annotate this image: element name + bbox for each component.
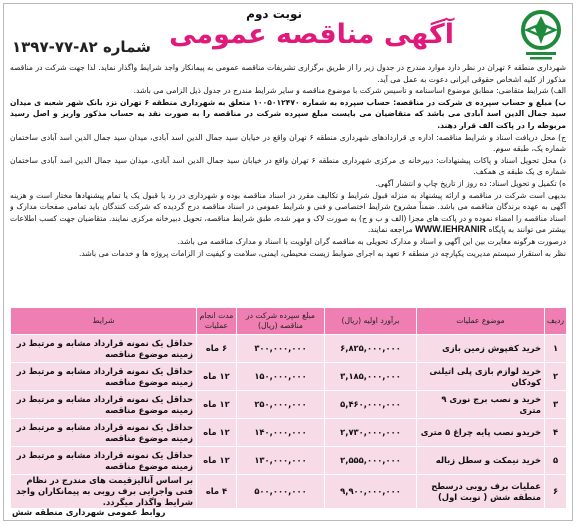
- table-row: [11, 363, 567, 391]
- row-subject: عملیات برف روبی درسطح منطقه شش ( نوبت اول): [417, 475, 545, 509]
- table-row: [11, 391, 567, 419]
- row-index: ۶: [545, 475, 567, 509]
- row-index: ۵: [545, 447, 567, 475]
- row-index: ۲: [545, 363, 567, 391]
- clause-e: ه) تکمیل و تحویل اسناد: ده روز از تاریخ چاپ و انتشار آگهی.: [375, 178, 566, 188]
- clause-a: الف) شرایط متقاضی: مطابق موضوع اساسنامه و تاسیس شرکت با موضوع مناقصه و سایر شرایط مندرج در جدول ذیل الزامی می باشد.: [133, 86, 566, 96]
- row-subject: خرید کفپوش زمین بازی: [417, 335, 545, 363]
- row-duration: ۱۲ ماه: [197, 447, 237, 475]
- row-deposit: ۳۰۰,۰۰۰,۰۰۰: [237, 335, 325, 363]
- notice-header: [4, 4, 572, 62]
- col-header-duration: مدت انجام عملیات: [197, 308, 237, 335]
- clause-b: ب) مبلغ و حساب سپرده ی شرکت در مناقصه: حساب سپرده به شماره ۱۰۰۵۰۱۲۴۷۰ متعلق به شهرداری منطقه ۶ تهران نزد بانک شهر شعبه ی میدان سید جمال الدین اسد آبادی می باشد که متقاضیان می بایست مبلغ سپرده شرکت در مناقصه را به صورت نقد به حساب مذکور واریز و اصل رسید مربوطه را در پاکت الف قرار دهند.: [10, 97, 566, 130]
- row-estimate: ۵,۴۶۰,۰۰۰,۰۰۰: [325, 391, 417, 419]
- row-duration: ۱۲ ماه: [197, 419, 237, 447]
- row-deposit: ۱۳۰,۰۰۰,۰۰۰: [237, 447, 325, 475]
- table-row: [11, 447, 567, 475]
- row-deposit: ۱۴۰,۰۰۰,۰۰۰: [237, 419, 325, 447]
- table-row: [11, 335, 567, 363]
- notice-number: شماره ۸۲-۷۷-۱۳۹۷: [12, 38, 151, 56]
- row-index: ۴: [545, 419, 567, 447]
- website-link[interactable]: WWW.IEHRANIR: [415, 224, 487, 235]
- row-subject: خرید نیمکت و سطل زباله: [417, 447, 545, 475]
- col-header-subject: موضوع عملیات: [417, 308, 545, 335]
- table-header-row: [11, 308, 567, 335]
- table-row: [11, 475, 567, 509]
- row-estimate: ۳,۱۸۵,۰۰۰,۰۰۰: [325, 363, 417, 391]
- row-index: ۳: [545, 391, 567, 419]
- tehran-municipality-logo-icon: [516, 8, 566, 62]
- row-condition: حداقل یک نمونه قرارداد مشابه و مرتبط در زمینه موضوع مناقصه: [11, 447, 197, 475]
- row-deposit: ۱۵۰,۰۰۰,۰۰۰: [237, 363, 325, 391]
- row-condition: حداقل یک نمونه قرارداد مشابه و مرتبط در زمینه موضوع مناقصه: [11, 363, 197, 391]
- row-condition: حداقل یک نمونه قرارداد مشابه و مرتبط در زمینه موضوع مناقصه: [11, 391, 197, 419]
- row-condition: بر اساس آنالیزقیمت های مندرج در نظام فنی واجرایی برف روبی به پیمانکاران واجد شرایط واگذار میگردد.: [11, 475, 197, 509]
- note-ims: نظر به استقرار سیستم مدیریت یکپارچه در منطقه ۶ تعهد به اجرای ضوابط زیست محیطی، ایمنی، سلامت و کیفیت از الزامات پروژه ها و خدمات می باشد.: [78, 248, 566, 258]
- conditions-text: بدیهی است شرکت در مناقصه و ارائه پیشنهاد به منزله قبول شرایط و تکالیف مقرر در اسناد مناقصه بوده و شهرداری در رد یا قبول یک یا تمام پیشنهادها مختار است و هزینه آگهی به عهده برندگان مناقصه می باشد. ضمناً مشروح شرایط اختصاصی و فنی و شرایط عمومی در اسناد مناقصه درج گردیده که شرکت کنندگان باید تمامی صفحات مدارک و اسناد مناقصه را امضاء نموده و در پاکت های مجزا (الف و ب و ج) به صورت لاک و مهر شده، طبق شرایط مناقصه، تحویل دبیرخانه مرکزی نمایند. متقاضیان جهت کسب اطلاعات بیشتر می توانند به پایگاه: [10, 190, 566, 235]
- row-condition: حداقل یک نمونه قرارداد مشابه و مرتبط در زمینه موضوع مناقصه: [11, 335, 197, 363]
- row-estimate: ۲,۵۵۵,۰۰۰,۰۰۰: [325, 447, 417, 475]
- intro-paragraph: شهرداری منطقه ۶ تهران در نظر دارد موارد مندرج در جدول زیر را از طریق برگزاری تشریفات مناقصه عمومی به پیمانکار واجد شرایط واگذار نماید. لذا جهت شرکت در مناقصه مذکور از کلیه اشخاص حقوقی ایرانی دعوت به عمل می آید.: [10, 63, 566, 84]
- col-header-estimate: برآورد اولیه (ریال): [325, 308, 417, 335]
- row-condition: حداقل یک نمونه قرارداد مشابه و مرتبط در زمینه موضوع مناقصه: [11, 419, 197, 447]
- tender-items-table: [10, 307, 567, 509]
- row-index: ۱: [545, 335, 567, 363]
- col-header-conditions: شرایط: [11, 308, 197, 335]
- row-estimate: ۹,۹۰۰,۰۰۰,۰۰۰: [325, 475, 417, 509]
- conditions-paragraph: [10, 190, 566, 236]
- round-label: نوبت دوم: [246, 7, 302, 21]
- table-row: [11, 419, 567, 447]
- row-subject: خریدو نصب پایه چراغ ۵ متری: [417, 419, 545, 447]
- clause-c: ج) محل دریافت اسناد و شرایط مناقصه: اداره ی قراردادهای شهرداری منطقه ۶ تهران واقع در خیابان سید جمال الدین اسد آبادی، میدان سید جمال الدین اسد آبادی ساختمان شماره یک، طبقه سوم.: [10, 132, 566, 154]
- row-deposit: ۲۵۰,۰۰۰,۰۰۰: [237, 391, 325, 419]
- row-subject: خرید لوازم بازی پلی اتیلنی کودکان: [417, 363, 545, 391]
- row-duration: ۱۲ ماه: [197, 391, 237, 419]
- tender-notice: [3, 3, 573, 521]
- notice-body: [10, 62, 566, 306]
- col-header-index: ردیف: [545, 308, 567, 335]
- row-deposit: ۵۰۰,۰۰۰,۰۰۰: [237, 475, 325, 509]
- clause-d: د) محل تحویل اسناد و پاکات پیشنهادات: دبیرخانه ی مرکزی شهرداری منطقه ۶ تهران واقع در خیابان سید جمال الدین اسد آبادی، میدان سید جمال الدین اسد آبادی ساختمان شماره ی یک طبقه ی همکف.: [10, 155, 566, 177]
- row-duration: ۱۲ ماه: [197, 363, 237, 391]
- footer-signature: روابط عمومی شهرداری منطقه شش: [12, 507, 166, 517]
- row-subject: خرید و نصب برج نوری ۹ متری: [417, 391, 545, 419]
- row-duration: ۶ ماه: [197, 335, 237, 363]
- row-estimate: ۶,۸۲۵,۰۰۰,۰۰۰: [325, 335, 417, 363]
- conditions-end: مراجعه نمایند.: [367, 225, 413, 235]
- notice-title: آگهی مناقصه عمومی: [169, 19, 454, 50]
- row-estimate: ۲,۷۳۰,۰۰۰,۰۰۰: [325, 419, 417, 447]
- col-header-deposit: مبلغ سپرده شرکت در مناقصه (ریال): [237, 308, 325, 335]
- row-duration: ۴ ماه: [197, 475, 237, 509]
- note-priority: درصورت هرگونه مغایرت بین این آگهی و اسناد و مدارک تحویلی به مناقصه گران اولویت با اسناد و مدارک مناقصه می باشد.: [177, 236, 566, 246]
